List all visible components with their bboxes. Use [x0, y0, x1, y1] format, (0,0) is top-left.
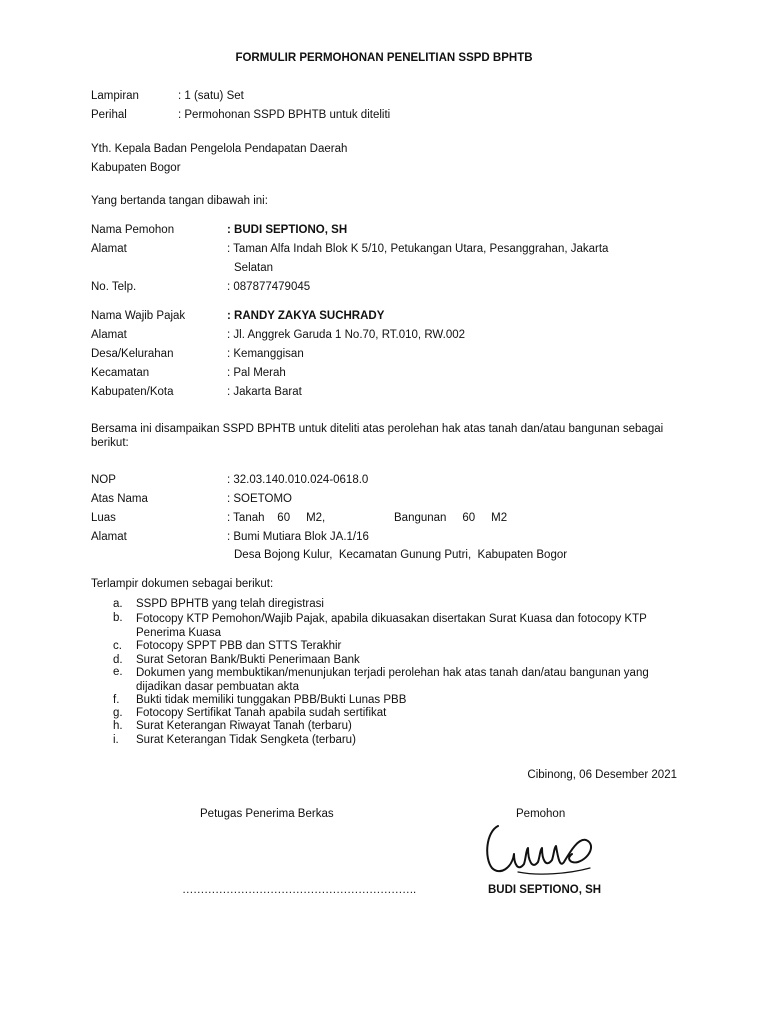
taxpayer-city-value: : Jakarta Barat: [227, 386, 302, 398]
owner-label: Atas Nama: [91, 493, 148, 505]
statement-text: Bersama ini disampaikan SSPD BPHTB untuk diteliti atas perolehan hak atas tanah dan/atau bangunan sebagai berikut:: [91, 423, 664, 449]
taxpayer-district-label: Kecamatan: [91, 367, 150, 379]
list-marker: h.: [113, 720, 123, 732]
list-item: Surat Keterangan Tidak Sengketa (terbaru): [136, 734, 356, 746]
taxpayer-address-value: : Jl. Anggrek Garuda 1 No.70, RT.010, RW.002: [227, 329, 466, 341]
attachments-intro: Terlampir dokumen sebagai berikut:: [91, 578, 274, 590]
taxpayer-city-label: Kabupaten/Kota: [91, 386, 174, 398]
taxpayer-name-label: Nama Wajib Pajak: [91, 310, 186, 322]
list-marker: e.: [113, 666, 123, 678]
form-title: FORMULIR PERMOHONAN PENELITIAN SSPD BPHTB: [235, 52, 533, 64]
list-marker: f.: [113, 694, 120, 706]
property-address-cont: Desa Bojong Kulur, Kecamatan Gunung Putri, Kabupaten Bogor: [234, 549, 568, 561]
property-address-value: : Bumi Mutiara Blok JA.1/16: [227, 531, 369, 543]
owner-value: : SOETOMO: [227, 493, 292, 505]
applicant-address-label: Alamat: [91, 243, 127, 255]
applicant-phone-label: No. Telp.: [91, 281, 137, 293]
officer-label: Petugas Penerima Berkas: [200, 808, 334, 820]
property-address-label: Alamat: [91, 531, 127, 543]
list-item: Surat Setoran Bank/Bukti Penerimaan Bank: [136, 654, 360, 666]
area-land-value: : Tanah 60 M2,: [227, 512, 326, 524]
recipient-line1: Yth. Kepala Badan Pengelola Pendapatan Daerah: [91, 143, 348, 155]
lampiran-value: : 1 (satu) Set: [178, 90, 244, 102]
intro-text: Yang bertanda tangan dibawah ini:: [91, 195, 268, 207]
list-item: Fotocopy Sertifikat Tanah apabila sudah sertifikat: [136, 707, 387, 719]
list-marker: a.: [113, 598, 123, 610]
handwritten-signature: [478, 818, 608, 886]
nop-value: : 32.03.140.010.024-0618.0: [227, 474, 369, 486]
list-marker: i.: [113, 734, 119, 746]
applicant-signature-name: BUDI SEPTIONO, SH: [488, 884, 602, 896]
list-item: SSPD BPHTB yang telah diregistrasi: [136, 598, 324, 610]
place-date: Cibinong, 06 Desember 2021: [527, 769, 677, 781]
list-item: Fotocopy SPPT PBB dan STTS Terakhir: [136, 640, 342, 652]
list-item: Bukti tidak memiliki tunggakan PBB/Bukti Lunas PBB: [136, 694, 407, 706]
applicant-label: Pemohon: [516, 808, 566, 820]
perihal-value: : Permohonan SSPD BPHTB untuk diteliti: [178, 109, 391, 121]
taxpayer-name-value: : RANDY ZAKYA SUCHRADY: [227, 310, 385, 322]
list-item: Surat Keterangan Riwayat Tanah (terbaru): [136, 720, 352, 732]
area-label: Luas: [91, 512, 116, 524]
recipient-line2: Kabupaten Bogor: [91, 162, 181, 174]
taxpayer-village-value: : Kemanggisan: [227, 348, 304, 360]
list-marker: c.: [113, 640, 122, 652]
officer-signature-line: ……………………………………………………….: [182, 884, 416, 896]
applicant-name-value: : BUDI SEPTIONO, SH: [227, 224, 348, 236]
taxpayer-district-value: : Pal Merah: [227, 367, 286, 379]
lampiran-label: Lampiran: [91, 90, 139, 102]
nop-label: NOP: [91, 474, 116, 486]
taxpayer-village-label: Desa/Kelurahan: [91, 348, 174, 360]
list-marker: b.: [113, 612, 123, 624]
list-marker: d.: [113, 654, 123, 666]
applicant-address-cont: Selatan: [234, 262, 274, 274]
list-item: Fotocopy KTP Pemohon/Wajib Pajak, apabila dikuasakan disertakan Surat Kuasa dan fotocopy KTP Penerima Kuasa: [136, 613, 647, 639]
taxpayer-address-label: Alamat: [91, 329, 127, 341]
applicant-phone-value: : 087877479045: [227, 281, 311, 293]
list-marker: g.: [113, 707, 123, 719]
list-item: Dokumen yang membuktikan/menunjukan terjadi perolehan hak atas tanah dan/atau bangunan yang dijadikan dasar pembuatan akta: [136, 667, 649, 693]
applicant-address-value: : Taman Alfa Indah Blok K 5/10, Petukangan Utara, Pesanggrahan, Jakarta: [227, 243, 609, 255]
perihal-label: Perihal: [91, 109, 127, 121]
area-building-value: Bangunan 60 M2: [394, 512, 508, 524]
applicant-name-label: Nama Pemohon: [91, 224, 175, 236]
